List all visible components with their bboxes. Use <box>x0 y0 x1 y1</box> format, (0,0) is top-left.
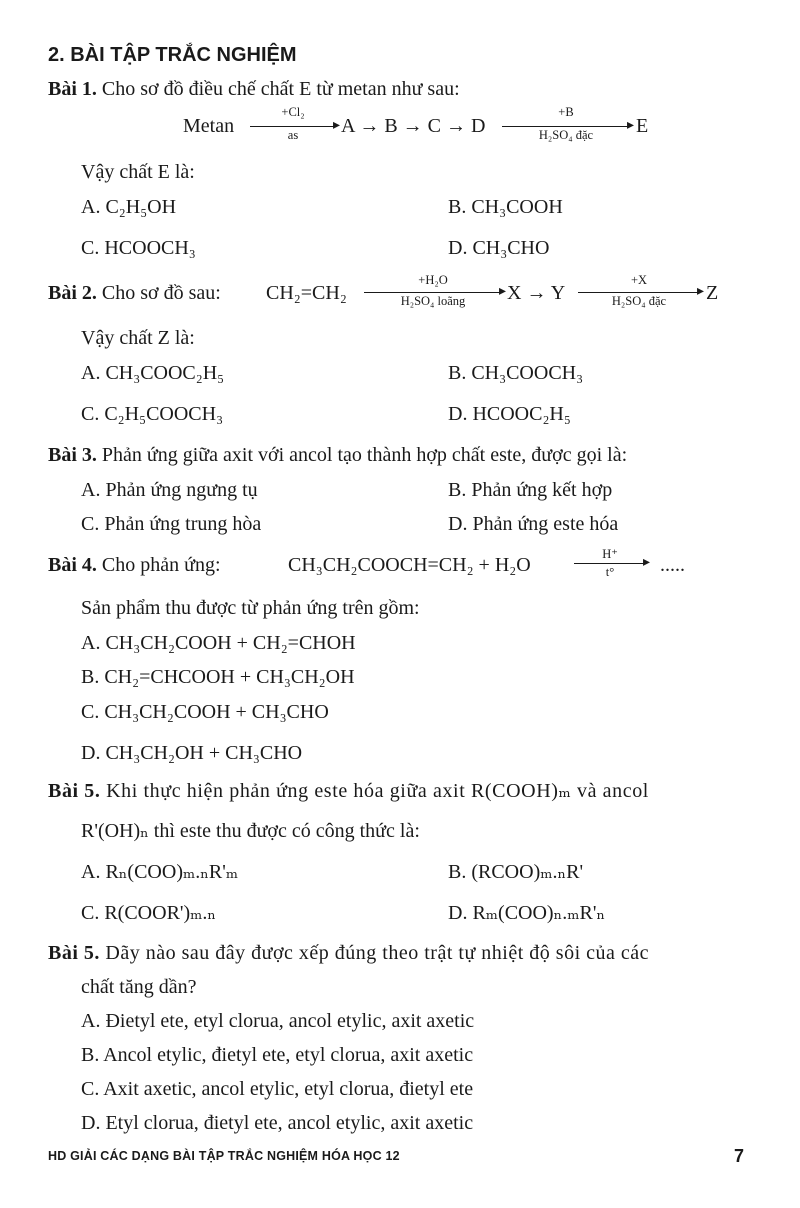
question-4 <box>48 554 221 577</box>
question-5-line-1: Khi thực hiện phản ứng este hóa giữa axit R(COOH)ₘ và ancol <box>106 780 649 802</box>
question-4-label: Bài 4. <box>48 554 97 576</box>
question-2-option-d: D. HCOOC₂H₅ <box>448 403 571 425</box>
question-4-prompt: Sản phẩm thu được từ phản ứng trên gồm: <box>81 597 420 619</box>
question-5-option-d: D. Rₘ(COO)ₙ.ₘR'ₙ <box>448 902 606 924</box>
question-1-option-c: C. HCOOCH₃ <box>81 237 196 259</box>
question-3-option-a: A. Phản ứng ngưng tụ <box>81 479 258 501</box>
question-6 <box>48 942 649 965</box>
scheme-2-end: Z <box>706 282 719 304</box>
question-1-label: Bài 1. <box>48 78 97 100</box>
scheme-1-end: E <box>636 115 649 137</box>
question-5-label: Bài 5. <box>48 780 101 802</box>
question-2-text: Cho sơ đồ sau: <box>101 282 221 304</box>
question-6-option-d: D. Etyl clorua, đietyl ete, ancol etylic, axit axetic <box>81 1112 474 1134</box>
question-4-option-d: D. CH₃CH₂OH + CH₃CHO <box>81 742 303 764</box>
scheme-2-middle: X → Y <box>507 282 566 304</box>
question-3-option-b: B. Phản ứng kết hợp <box>448 479 613 501</box>
question-3 <box>48 444 627 467</box>
question-3-text: Phản ứng giữa axit với ancol tạo thành hợp chất este, được gọi là: <box>101 444 628 466</box>
question-1 <box>48 78 460 101</box>
question-6-option-c: C. Axit axetic, ancol etylic, etyl clorua, đietyl ete <box>81 1078 474 1100</box>
question-4-arrow-top: H⁺ <box>602 547 618 561</box>
page-number: 7 <box>734 1146 745 1166</box>
scheme-1-arrow-1: +Cl₂ ▸ as <box>250 106 336 142</box>
scheme-1-arrow-2-top: +B <box>558 105 574 119</box>
question-2-option-c: C. C₂H₅COOCH₃ <box>81 403 224 425</box>
scheme-2-arrow-1-bottom: H₂SO₄ loãng <box>400 294 466 308</box>
question-1-text: Cho sơ đồ điều chế chất E từ metan như sau: <box>101 78 460 100</box>
question-6-label: Bài 5. <box>48 942 100 964</box>
question-4-option-c: C. CH₃CH₂COOH + CH₃CHO <box>81 701 329 723</box>
scheme-1-arrow-1-bottom: as <box>287 128 299 142</box>
question-5-option-a: A. Rₙ(COO)ₘ.ₙR'ₘ <box>81 861 239 883</box>
question-2-prompt: Vậy chất Z là: <box>81 327 195 349</box>
question-6-line-1: Dãy nào sau đây được xếp đúng theo trật tự nhiệt độ sôi của các <box>105 942 650 964</box>
scheme-1-arrow-2: +B ▸ H₂SO₄ đặc <box>502 106 630 142</box>
question-4-reaction-left: CH₃CH₂COOCH=CH₂ + H₂O <box>288 554 531 576</box>
question-4-text: Cho phản ứng: <box>101 554 221 576</box>
question-1-prompt: Vậy chất E là: <box>81 161 195 183</box>
question-2-label: Bài 2. <box>48 282 97 304</box>
question-1-option-a: A. C₂H₅OH <box>81 196 177 218</box>
scheme-1-arrow-2-bottom: H₂SO₄ đặc <box>538 128 594 142</box>
scheme-1-arrow-1-top: +Cl₂ <box>281 105 305 119</box>
question-4-arrow-bottom: t° <box>605 565 615 579</box>
question-3-option-d: D. Phản ứng este hóa <box>448 513 619 535</box>
scheme-2-arrow-1: +H₂O ▸ H₂SO₄ loãng <box>364 274 502 310</box>
question-5-option-c: C. R(COOR')ₘ.ₙ <box>81 902 217 924</box>
question-6-line-2: chất tăng dần? <box>81 976 197 998</box>
question-3-option-c: C. Phản ứng trung hòa <box>81 513 262 535</box>
question-5-line-2: R'(OH)ₙ thì este thu được có công thức là: <box>81 820 420 842</box>
question-6-option-a: A. Đietyl ete, etyl clorua, ancol etylic, axit axetic <box>81 1010 475 1032</box>
footer-book-title: HD GIẢI CÁC DẠNG BÀI TẬP TRẮC NGHIỆM HÓA HỌC 12 <box>48 1149 400 1163</box>
question-1-option-d: D. CH₃CHO <box>448 237 550 259</box>
question-6-option-b: B. Ancol etylic, đietyl ete, etyl clorua, axit axetic <box>81 1044 474 1066</box>
question-4-arrow: H⁺ ▸ t° <box>574 548 646 580</box>
scheme-2-arrow-2-bottom: H₂SO₄ đặc <box>611 294 667 308</box>
scheme-2-arrow-2-top: +X <box>630 273 648 287</box>
question-5 <box>48 778 649 803</box>
question-2-option-b: B. CH₃COOCH₃ <box>448 362 584 384</box>
question-3-label: Bài 3. <box>48 444 97 466</box>
question-5-option-b: B. (RCOO)ₘ.ₙR' <box>448 861 584 883</box>
question-2 <box>48 282 221 305</box>
scheme-1-middle: A → B → C → D <box>341 115 486 137</box>
question-1-option-b: B. CH₃COOH <box>448 196 563 218</box>
question-4-option-b: B. CH₂=CHCOOH + CH₃CH₂OH <box>81 666 355 688</box>
question-4-reaction-right: ..... <box>660 554 685 576</box>
scheme-2-start: CH₂=CH₂ <box>266 282 347 304</box>
section-title: 2. BÀI TẬP TRẮC NGHIỆM <box>48 44 297 66</box>
scheme-1-start: Metan <box>183 115 235 137</box>
scheme-2-arrow-1-top: +H₂O <box>418 273 448 287</box>
question-4-option-a: A. CH₃CH₂COOH + CH₂=CHOH <box>81 632 356 654</box>
scheme-2-arrow-2: +X ▸ H₂SO₄ đặc <box>578 274 700 310</box>
question-2-option-a: A. CH₃COOC₂H₅ <box>81 362 225 384</box>
